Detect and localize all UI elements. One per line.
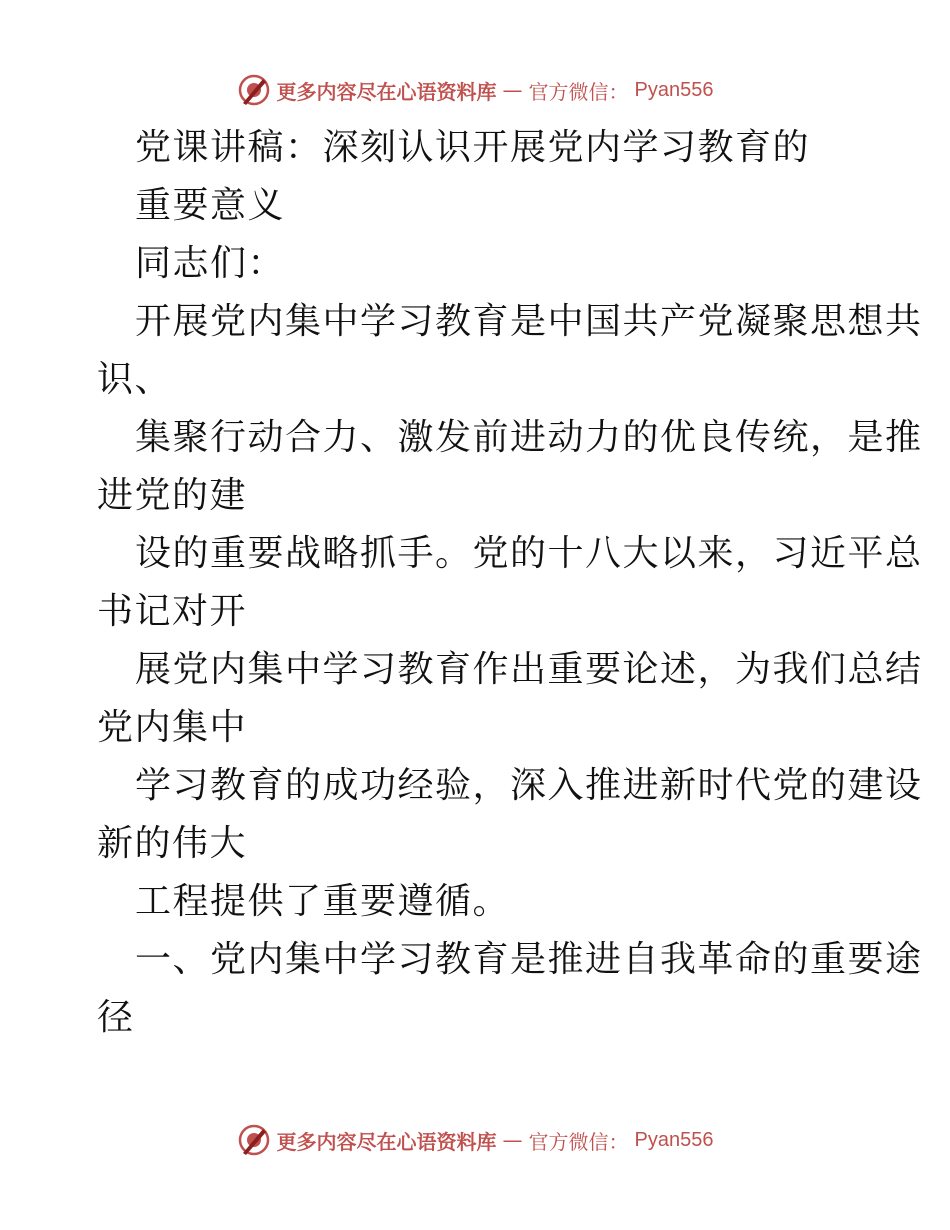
paragraph-line: 展党内集中学习教育作出重要论述，为我们总结: [135, 649, 923, 690]
watermark-main-text: 更多内容尽在心语资料库: [276, 1129, 497, 1154]
paragraph-line: 党内集中: [97, 707, 248, 748]
header-watermark: [0, 70, 950, 110]
paragraph-line: 新的伟大: [97, 823, 248, 864]
paragraph-line: 识、: [97, 359, 173, 400]
document-title-line-2: 重要意义: [135, 185, 286, 226]
watermark-dash: —: [502, 1128, 523, 1152]
watermark-wechat-id: Pyan556: [634, 78, 714, 101]
watermark-sub-text: 官方微信：: [528, 1129, 629, 1154]
watermark-wechat-id: Pyan556: [634, 1128, 714, 1151]
document-title-line-1: 党课讲稿：深刻认识开展党内学习教育的: [135, 127, 811, 168]
section-heading-line: 径: [97, 997, 135, 1038]
salutation: 同志们：: [135, 243, 286, 284]
pen-logo-icon: [237, 1123, 271, 1157]
paragraph-line: 书记对开: [97, 591, 248, 632]
paragraph-line: 设的重要战略抓手。党的十八大以来，习近平总: [135, 533, 923, 574]
section-heading-line: 一、党内集中学习教育是推进自我革命的重要途: [135, 939, 923, 980]
paragraph-line: 工程提供了重要遵循。: [135, 881, 511, 922]
paragraph-line: 学习教育的成功经验，深入推进新时代党的建设: [135, 765, 923, 806]
paragraph-line: 开展党内集中学习教育是中国共产党凝聚思想共: [135, 301, 923, 342]
pen-logo-icon: [237, 73, 271, 107]
watermark-main-text: 更多内容尽在心语资料库: [276, 79, 497, 104]
paragraph-line: 集聚行动合力、激发前进动力的优良传统，是推: [135, 417, 923, 458]
paragraph-line: 进党的建: [97, 475, 248, 516]
footer-watermark: [0, 1120, 950, 1160]
watermark-sub-text: 官方微信：: [528, 79, 629, 104]
watermark-dash: —: [502, 78, 523, 102]
